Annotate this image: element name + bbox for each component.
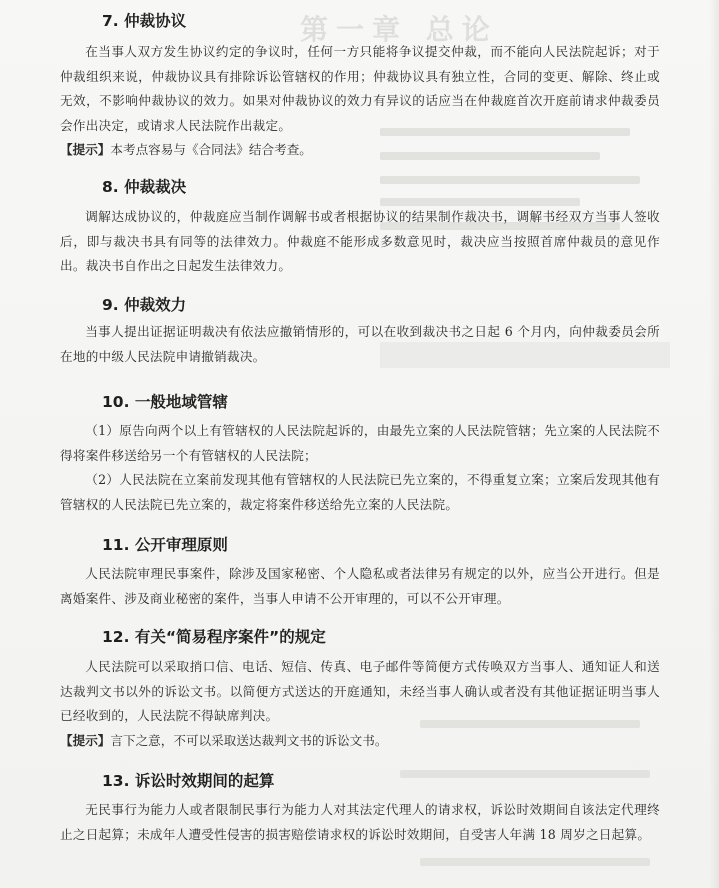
section-limitation-period bbox=[60, 770, 660, 847]
section-arbitration-agreement bbox=[60, 10, 660, 163]
tip-text: 本考点容易与《合同法》结合考查。 bbox=[110, 142, 312, 157]
page-edge-shadow bbox=[709, 0, 719, 888]
section-paragraph: 在当事人双方发生协议约定的争议时，任何一方只能将争议提交仲裁，而不能向人民法院起诉；对于仲裁组织来说，仲裁协议具有排除诉讼管辖权的作用；仲裁协议具有独立性，合同的变更、解除、终止或无效，不影响仲裁协议的效力。如果对仲裁协议的效力有异议的话应当在仲裁庭首次开庭前请求仲裁委员会作出决定，或请求人民法院作出裁定。 bbox=[60, 44, 660, 133]
bleed-through-title: 第一章 总论 bbox=[300, 13, 498, 46]
section-heading: 7. 仲裁协议 bbox=[102, 12, 187, 30]
section-public-trial bbox=[60, 534, 660, 611]
tip-label: 【提示】 bbox=[60, 732, 111, 748]
section-paragraph: 人民法院审理民事案件，除涉及国家秘密、个人隐私或者法律另有规定的以外，应当公开进行。但是离婚案件、涉及商业秘密的案件，当事人申请不公开审理的，可以不公开审理。 bbox=[60, 566, 660, 606]
section-paragraph: 无民事行为能力人或者限制民事行为能力人对其法定代理人的请求权，诉讼时效期间自该法定代理终止之日起算；未成年人遭受性侵害的损害赔偿请求权的诉讼时效期间，自受害人年满 18 周岁之日起算。 bbox=[60, 802, 660, 842]
section-paragraph: 人民法院可以采取捎口信、电话、短信、传真、电子邮件等简便方式传唤双方当事人、通知证人和送达裁判文书以外的诉讼文书。以简便方式送达的开庭通知，未经当事人确认或者没有其他证据证明当事人已经收到的，人民法院不得缺席判决。 bbox=[60, 659, 660, 723]
section-heading: 13. 诉讼时效期间的起算 bbox=[102, 772, 275, 790]
section-heading: 11. 公开审理原则 bbox=[102, 536, 228, 554]
tip-note bbox=[60, 138, 660, 163]
section-simplified-procedure bbox=[60, 626, 660, 753]
tip-label: 【提示】 bbox=[60, 142, 111, 157]
section-paragraph: 调解达成协议的，仲裁庭应当制作调解书或者根据协议的结果制作裁决书，调解书经双方当事人签收后，即与裁决书具有同等的法律效力。仲裁庭不能形成多数意见时，裁决应当按照首席仲裁员的意见作出。裁决书自作出之日起发生法律效力。 bbox=[60, 209, 660, 273]
section-paragraph: （1）原告向两个以上有管辖权的人民法院起诉的，由最先立案的人民法院管辖；先立案的人民法院不得将案件移送给另一个有管辖权的人民法院； bbox=[60, 423, 660, 463]
bleed-through-line bbox=[420, 858, 650, 866]
tip-text: 言下之意，不可以采取送达裁判文书的诉讼文书。 bbox=[110, 732, 388, 748]
section-heading: 8. 仲裁裁决 bbox=[102, 178, 187, 196]
section-arbitration-effect bbox=[60, 294, 660, 369]
section-paragraph: 当事人提出证据证明裁决有依法应撤销情形的，可以在收到裁决书之日起 6 个月内，向仲裁委员会所在地的中级人民法院申请撤销裁决。 bbox=[60, 324, 660, 364]
tip-note bbox=[60, 729, 660, 754]
section-heading: 10. 一般地域管辖 bbox=[102, 393, 228, 411]
section-heading: 12. 有关“简易程序案件”的规定 bbox=[102, 628, 326, 646]
section-paragraph: （2）人民法院在立案前发现其他有管辖权的人民法院已先立案的，不得重复立案；立案后发现其他有管辖权的人民法院已先立案的，裁定将案件移送给先立案的人民法院。 bbox=[60, 472, 660, 512]
section-heading: 9. 仲裁效力 bbox=[102, 296, 187, 314]
section-arbitration-award bbox=[60, 176, 660, 279]
section-general-jurisdiction bbox=[60, 391, 660, 517]
